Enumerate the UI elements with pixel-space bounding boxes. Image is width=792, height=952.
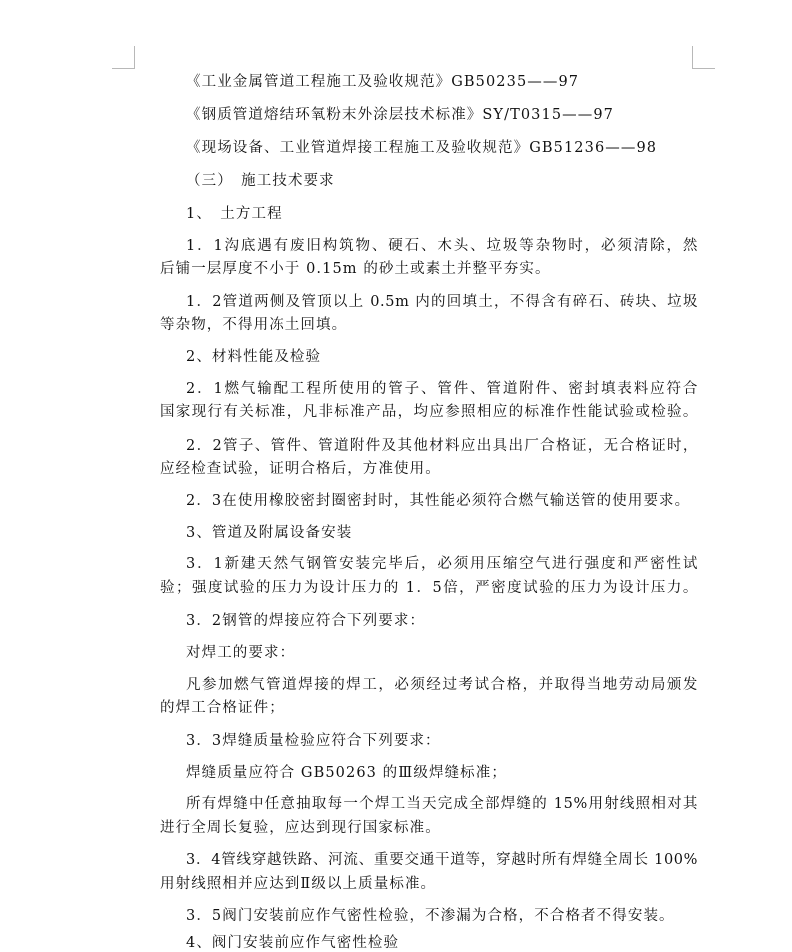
- paragraph-3-1-cont: 验；强度试验的压力为设计压力的 1．5倍，严密度试验的压力为设计压力。: [160, 580, 698, 596]
- weld-quality-standard: 焊缝质量应符合 GB50263 的Ⅲ级焊缝标准；: [186, 765, 507, 781]
- standard-reference-3: 《现场设备、工业管道焊接工程施工及验收规范》GB51236——98: [186, 140, 658, 156]
- paragraph-3-5: 3．5阀门安装前应作气密性检验，不渗漏为合格，不合格者不得安装。: [186, 908, 675, 924]
- subsection-heading-1: 1、 土方工程: [186, 206, 283, 222]
- paragraph-2-3: 2．3在使用橡胶密封圈密封时，其性能必须符合燃气输送管的使用要求。: [186, 493, 691, 509]
- paragraph-3-3: 3．3焊缝质量检验应符合下列要求：: [186, 733, 441, 749]
- paragraph-1-1-cont: 后铺一层厚度不小于 0.15m 的砂土或素土并整平夯实。: [160, 261, 551, 277]
- paragraph-2-2: 2．2管子、管件、管道附件及其他材料应出具出厂合格证，无合格证时，: [186, 438, 698, 454]
- subsection-heading-2: 2、材料性能及检验: [186, 349, 322, 365]
- paragraph-3-1: 3．1新建天然气钢管安装完毕后，必须用压缩空气进行强度和严密性试: [186, 556, 698, 572]
- crop-mark-top-left: [112, 46, 135, 69]
- paragraph-2-2-cont: 应经检查试验，证明合格后，方准使用。: [160, 461, 441, 477]
- paragraph-2-1-cont: 国家现行有关标准，凡非标准产品，均应参照相应的标准作性能试验或检验。: [160, 404, 698, 420]
- paragraph-2-1: 2．1燃气输配工程所使用的管子、管件、管道附件、密封填表料应符合: [186, 381, 698, 397]
- welder-requirements-text-cont: 的焊工合格证件；: [160, 700, 285, 716]
- welder-requirements-heading: 对焊工的要求：: [186, 645, 296, 661]
- weld-sampling-text-cont: 进行全周长复验，应达到现行国家标准。: [160, 820, 441, 836]
- paragraph-1-2: 1．2管道两侧及管顶以上 0.5m 内的回填土，不得含有碎石、砖块、垃圾: [186, 294, 698, 310]
- welder-requirements-text: 凡参加燃气管道焊接的焊工，必须经过考试合格，并取得当地劳动局颁发: [186, 677, 698, 693]
- weld-sampling-text: 所有焊缝中任意抽取每一个焊工当天完成全部焊缝的 15%用射线照相对其: [186, 796, 698, 812]
- paragraph-1-2-cont: 等杂物，不得用冻土回填。: [160, 317, 348, 333]
- section-heading: （三） 施工技术要求: [186, 173, 335, 189]
- subsection-heading-3: 3、管道及附属设备安装: [186, 525, 353, 541]
- paragraph-3-4-cont: 用射线照相并应达到Ⅱ级以上质量标准。: [160, 876, 437, 892]
- paragraph-cut-off: 4、阀门安装前应作气密性检验: [186, 935, 400, 951]
- standard-reference-1: 《工业金属管道工程施工及验收规范》GB50235——97: [186, 74, 580, 90]
- standard-reference-2: 《钢质管道熔结环氧粉末外涂层技术标准》SY/T0315——97: [186, 107, 615, 123]
- paragraph-3-2: 3．2钢管的焊接应符合下列要求：: [186, 613, 426, 629]
- paragraph-1-1: 1．1沟底遇有废旧构筑物、硬石、木头、垃圾等杂物时，必须清除，然: [186, 238, 698, 254]
- crop-mark-top-right: [692, 46, 715, 69]
- paragraph-3-4: 3．4管线穿越铁路、河流、重要交通干道等，穿越时所有焊缝全周长 100%: [186, 852, 698, 868]
